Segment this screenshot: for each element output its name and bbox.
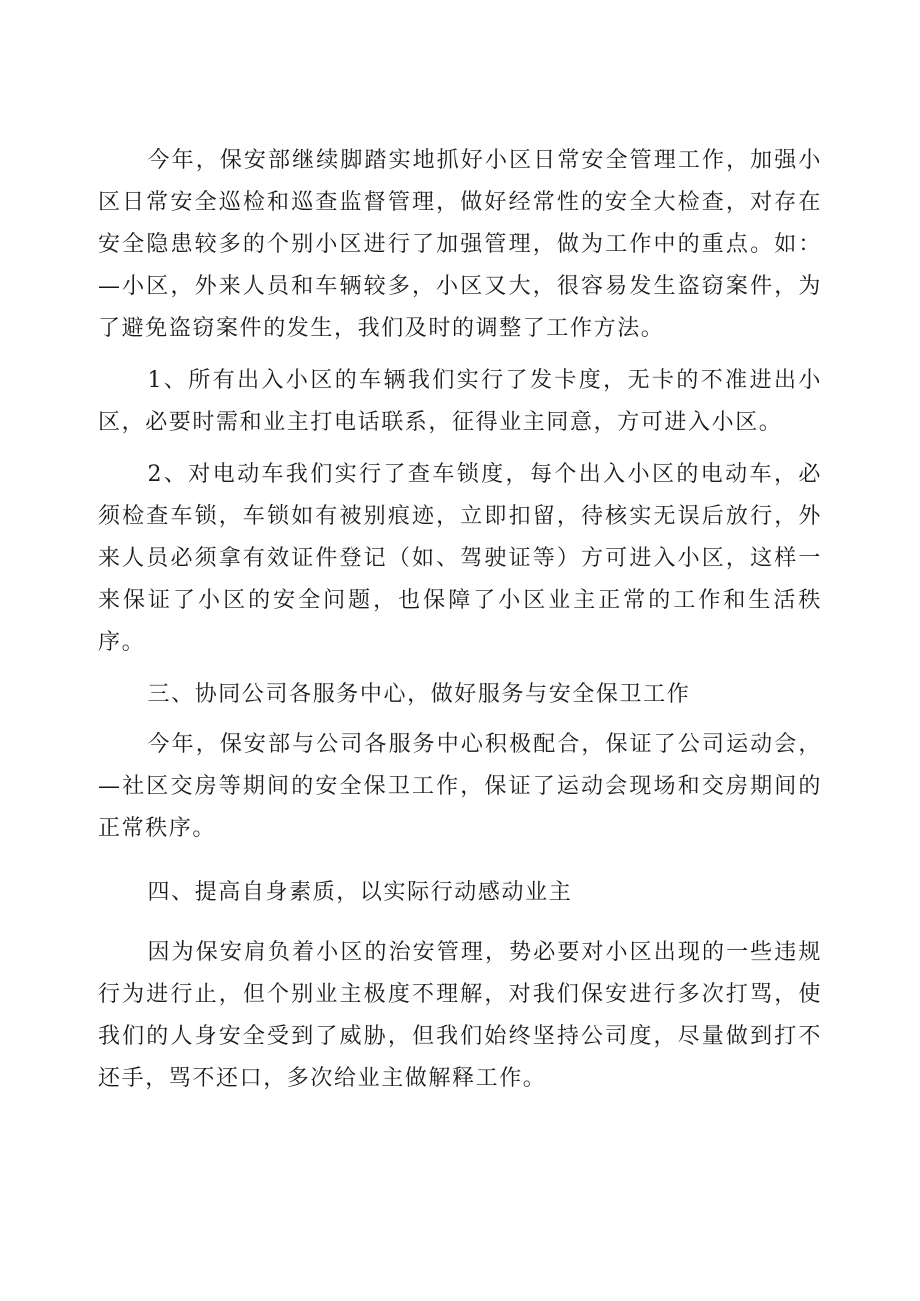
section-3-heading: 三、协同公司各服务中心，做好服务与安全保卫工作: [147, 682, 691, 707]
paragraph-item-2: 2、对电动车我们实行了查车锁度，每个出入小区的电动车，必须检查车锁，车锁如有被别痕迹，立即扣留，待核实无误后放行，外来人员必须拿有效证件登记（如、驾驶证等）方可进入小区，这样一来保证了小区的安全问题，也保障了小区业主正常的工作和生活秩序。: [98, 462, 822, 655]
paragraph-section-4: 因为保安肩负着小区的治安管理，势必要对小区出现的一些违规行为进行止，但个别业主极度不理解，对我们保安进行多次打骂，使我们的人身安全受到了威胁，但我们始终坚持公司度，尽量做到打不还手，骂不还口，多次给业主做解释工作。: [98, 940, 822, 1091]
paragraph-item-1: 1、所有出入小区的车辆我们实行了发卡度，无卡的不准进出小区，必要时需和业主打电话联系，征得业主同意，方可进入小区。: [98, 368, 822, 435]
document-body: [98, 140, 822, 1100]
paragraph-section-3: 今年，保安部与公司各服务中心积极配合，保证了公司运动会，—社区交房等期间的安全保卫工作，保证了运动会现场和交房期间的正常秩序。: [98, 732, 822, 841]
section-4-heading: 四、提高自身素质，以实际行动感动业主: [147, 880, 573, 905]
paragraph-intro: 今年，保安部继续脚踏实地抓好小区日常安全管理工作，加强小区日常安全巡检和巡查监督管理，做好经常性的安全大检查，对存在安全隐患较多的个别小区进行了加强管理，做为工作中的重点。如：—小区，外来人员和车辆较多，小区又大，很容易发生盗窃案件，为了避免盗窃案件的发生，我们及时的调整了工作方法。: [98, 148, 822, 341]
